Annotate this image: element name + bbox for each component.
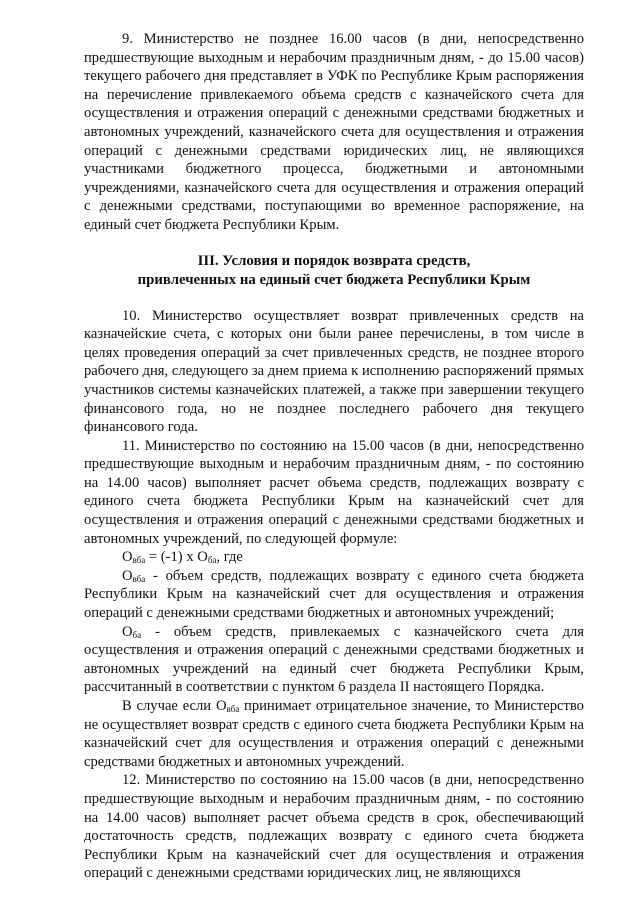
paragraph-12: 12. Министерство по состоянию на 15.00 часов (в дни, непосредственно предшествующие выходным и нерабочим праздничным дням, - по состоянию на 14.00 часов) выполняет расчет объема средств в срок, обеспечивающий достаточность средств, подлежащих возврату с единого счета бюджета Республики Крым на казначейский счет для осуществления и отражения операций с денежными средствами юридических лиц, не являющихся bbox=[84, 772, 584, 882]
formula-where: , где bbox=[216, 549, 243, 566]
section-3-heading-line-1: III. Условия и порядок возврата средств, bbox=[197, 252, 471, 269]
formula-sub-vba: вба bbox=[132, 555, 146, 566]
formula bbox=[84, 548, 584, 567]
negative-case-paragraph bbox=[84, 697, 584, 771]
formula-sub-ba: ба bbox=[207, 555, 217, 566]
def-ba-symbol: О bbox=[122, 623, 133, 640]
section-3-heading bbox=[84, 252, 584, 290]
formula-equals: = (-1) х bbox=[145, 549, 198, 566]
definition-ba bbox=[84, 623, 584, 697]
case-sub: вба bbox=[226, 704, 240, 714]
formula-symbol-2: О bbox=[197, 549, 208, 566]
paragraph-9: 9. Министерство не позднее 16.00 часов (в дни, непосредственно предшествующие выходным и нерабочим праздничным дням, - до 15.00 часов) текущего рабочего дня представляет в УФК по Республике Крым распоряжения на перечисление привлекаемого объема средств с казначейского счета для осуществления и отражения операций с денежными средствами бюджетных и автономных учреждений, казначейского счета для осуществления и отражения операций с денежными средствами юридических лиц, не являющихся участниками бюджетного процесса, бюджетными и автономными учреждениями, казначейского счета для осуществления и отражения операций с денежными средствами, поступающими во временное распоряжение, на единый счет бюджета Республики Крым. bbox=[84, 31, 584, 233]
def-ba-text: - объем средств, привлекаемых с казначейского счета для осуществления и отражения операций с денежными средствами бюджетных и автономных учреждений на единый счет бюджета Республики Крым, рассчитанный в соответствии с пунктом 6 раздела II настоящего Порядка. bbox=[84, 623, 584, 696]
def-vba-symbol: О bbox=[122, 567, 133, 584]
formula-symbol-1: О bbox=[122, 549, 133, 566]
def-ba-sub: ба bbox=[132, 629, 142, 640]
case-symbol: О bbox=[215, 698, 227, 714]
def-vba-text: - объем средств, подлежащих возврату с единого счета бюджета Республики Крым на казначейский счет для осуществления и отражения операций с денежными средствами бюджетных и автономных учреждений; bbox=[84, 567, 584, 622]
def-vba-sub: вба bbox=[132, 573, 146, 584]
definition-vba bbox=[84, 567, 584, 623]
paragraph-10: 10. Министерство осуществляет возврат привлеченных средств на казначейские счета, с которых они были ранее перечислены, в том числе в целях проведения операций за счет привлеченных средств, не позднее второго рабочего дня, следующего за днем приема к исполнению распоряжений прямых участников системы казначейских платежей, а также при завершении текущего финансового года, но не позднее последнего рабочего дня текущего финансового года. bbox=[84, 307, 584, 436]
case-text-end: принимает отрицательное значение, то Министерство не осуществляет возврат средств с единого счета бюджета Республики Крым на казначейский счет для осуществления и отражения операций с денежными средствами бюджетных и автономных учреждений. bbox=[84, 698, 584, 770]
section-3-heading-line-2: привлеченных на единый счет бюджета Республики Крым bbox=[137, 271, 531, 288]
paragraph-11: 11. Министерство по состоянию на 15.00 часов (в дни, непосредственно предшествующие выходным и нерабочим праздничным дням, - по состоянию на 14.00 часов) выполняет расчет объема средств, подлежащих возврату с единого счета бюджета Республики Крым на казначейский счет для осуществления и отражения операций с денежными средствами бюджетных и автономных учреждений, по следующей формуле: bbox=[84, 437, 584, 547]
case-text-start: В случае если bbox=[122, 698, 216, 714]
